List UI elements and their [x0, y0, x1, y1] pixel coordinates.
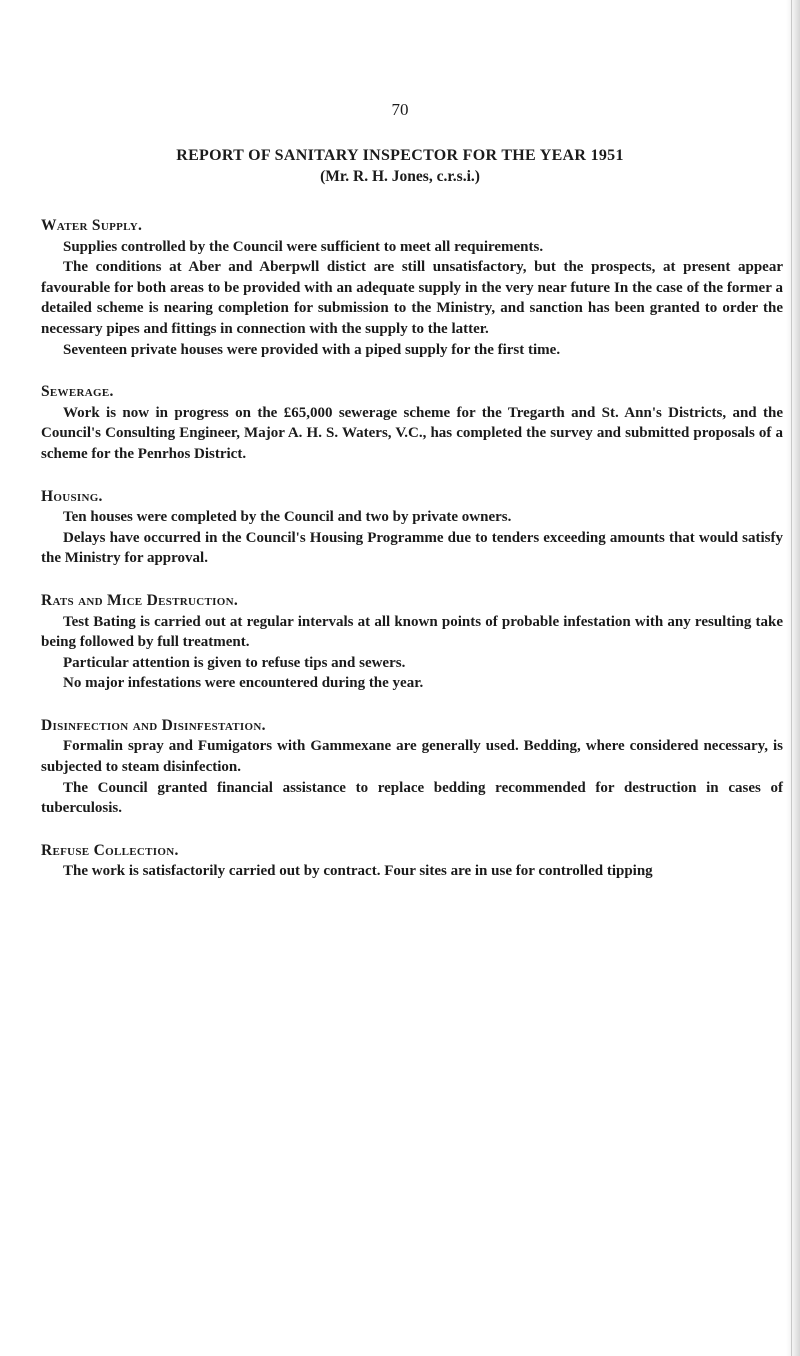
paragraph: The Council granted financial assistance to replace bedding recommended for destruction in cases of tuberculosis. [41, 779, 783, 817]
paragraph: Test Bating is carried out at regular intervals at all known points of probable infestation with any resulting take being followed by full treatment. [41, 613, 783, 651]
page-number: 70 [391, 100, 409, 119]
paragraph: Formalin spray and Fumigators with Gammexane are generally used. Bedding, where considered necessary, is subjected to steam disinfection. [41, 738, 783, 776]
section-heading: Disinfection and Disinfestation. [41, 716, 266, 734]
section-heading: Sewerage. [41, 383, 114, 401]
section-refuse-collection [41, 841, 783, 882]
page-edge-shadow [786, 0, 800, 1356]
paragraph: No major infestations were encountered during the year. [63, 675, 424, 692]
section-heading: Housing. [41, 487, 103, 505]
paragraph: Ten houses were completed by the Council and two by private owners. [63, 509, 512, 526]
paragraph: Particular attention is given to refuse tips and sewers. [63, 654, 406, 671]
paragraph: The work is satisfactorily carried out by contract. Four sites are in use for controlled tipping [63, 863, 653, 880]
section-heading: Water Supply. [41, 217, 143, 234]
section-heading: Rats and Mice Destruction. [41, 591, 239, 609]
section-sewerage [41, 382, 783, 464]
report-body [41, 216, 783, 904]
paragraph: Seventeen private houses were provided with a piped supply for the first time. [63, 341, 561, 358]
section-rats-and-mice [41, 591, 783, 694]
paragraph: Delays have occurred in the Council's Housing Programme due to tenders exceeding amounts that would satisfy the Ministry for approval. [41, 529, 783, 567]
report-subtitle: (Mr. R. H. Jones, c.r.s.i.) [320, 168, 480, 185]
paragraph: The conditions at Aber and Aberpwll distict are still unsatisfactory, but the prospects, at present appear favourable for both areas to be provided with an adequate supply in the very near future In the case of the former a detailed scheme is nearing completion for submission to the Ministry, and sanction has been granted to order the necessary pipes and fittings in connection with the supply to the latter. [41, 259, 783, 337]
paragraph: Supplies controlled by the Council were sufficient to meet all requirements. [63, 238, 544, 255]
section-housing [41, 487, 783, 569]
paragraph: Work is now in progress on the £65,000 sewerage scheme for the Tregarth and St. Ann's Districts, and the Council's Consulting Engineer, Major A. H. S. Waters, V.C., has completed the survey and submitted proposals of a scheme for the Penrhos District. [41, 404, 783, 462]
section-heading: Refuse Collection. [41, 841, 179, 859]
section-disinfection [41, 716, 783, 819]
report-title: REPORT OF SANITARY INSPECTOR FOR THE YEAR 1951 [176, 147, 624, 164]
page-edge-line [791, 0, 792, 1356]
section-water-supply [41, 216, 783, 360]
